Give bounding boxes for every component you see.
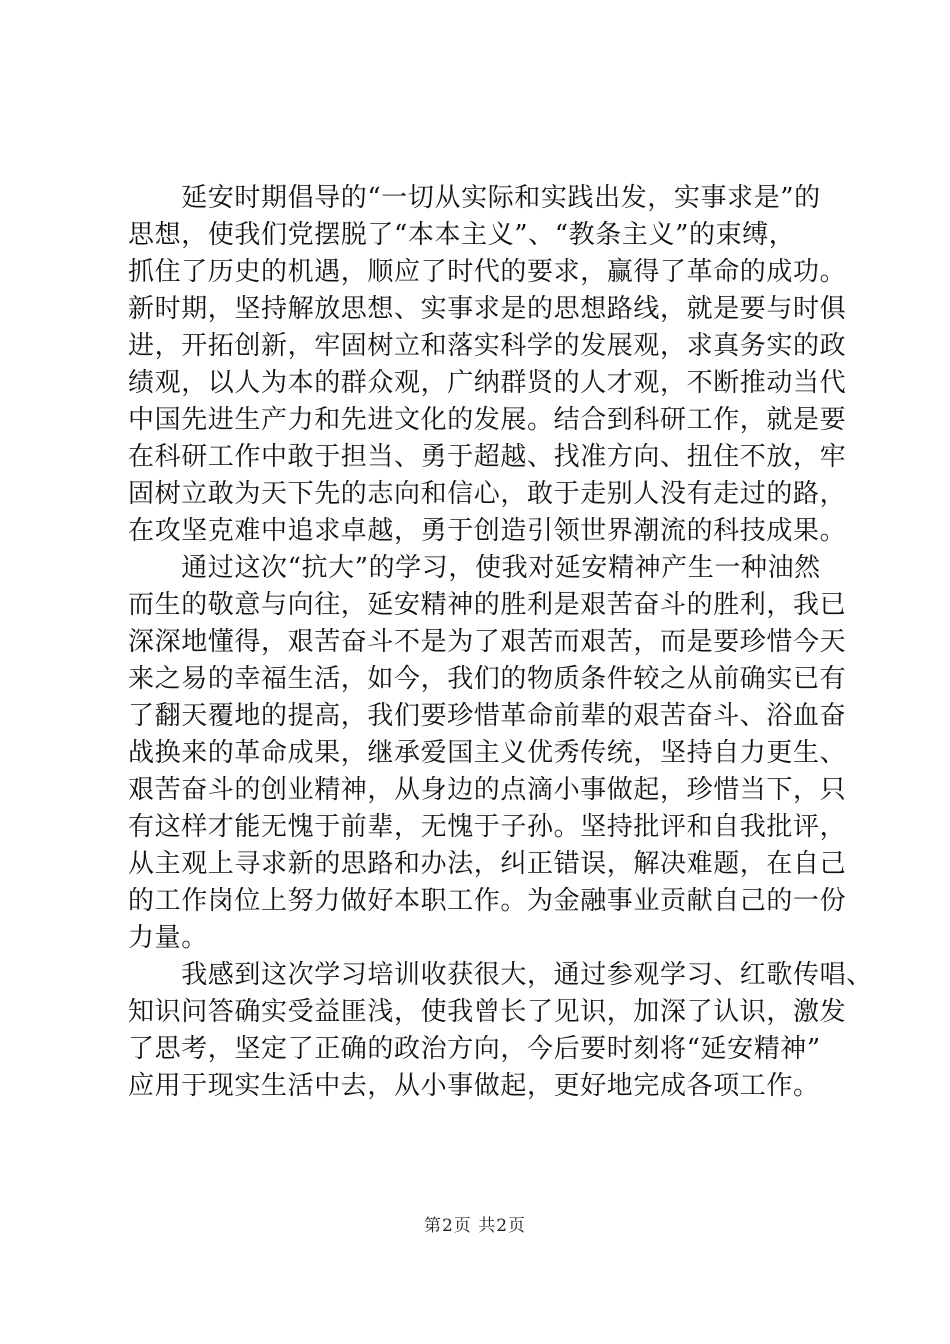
- text-line: 固树立敢为天下先的志向和信心，敢于走别人没有走过的路，: [128, 479, 847, 509]
- text-line: 艰苦奋斗的创业精神，从身边的点滴小事做起，珍惜当下，只: [128, 775, 847, 805]
- text-line: 通过这次“抗大”的学习，使我对延安精神产生一种油然: [128, 553, 821, 583]
- text-line: 在攻坚克难中追求卓越，勇于创造引领世界潮流的科技成果。: [128, 516, 847, 546]
- text-line: 战换来的革命成果，继承爱国主义优秀传统，坚持自力更生、: [128, 738, 847, 768]
- text-line: 应用于现实生活中去，从小事做起，更好地完成各项工作。: [128, 1071, 820, 1101]
- text-line: 绩观，以人为本的群众观，广纳群贤的人才观，不断推动当代: [128, 368, 847, 398]
- text-line: 深深地懂得，艰苦奋斗不是为了艰苦而艰苦，而是要珍惜今天: [128, 627, 847, 657]
- text-line: 有这样才能无愧于前辈，无愧于子孙。坚持批评和自我批评，: [128, 812, 847, 842]
- text-line: 延安时期倡导的“一切从实际和实践出发，实事求是”的: [128, 183, 821, 213]
- text-line: 中国先进生产力和先进文化的发展。结合到科研工作，就是要: [128, 405, 847, 435]
- text-line: 了思考，坚定了正确的政治方向，今后要时刻将“延安精神”: [128, 1034, 821, 1064]
- text-line: 力量。: [128, 923, 208, 953]
- body-text: [128, 180, 873, 1105]
- text-line: 抓住了历史的机遇，顺应了时代的要求，赢得了革命的成功。: [128, 257, 847, 287]
- page-number-footer: 第2页 共2页: [423, 1216, 527, 1236]
- text-line: 来之易的幸福生活，如今，我们的物质条件较之从前确实已有: [128, 664, 847, 694]
- text-line: 我感到这次学习培训收获很大，通过参观学习、红歌传唱、: [128, 960, 873, 990]
- text-line: 新时期，坚持解放思想、实事求是的思想路线，就是要与时俱: [128, 294, 847, 324]
- text-line: 在科研工作中敢于担当、勇于超越、找准方向、扭住不放，牢: [128, 442, 847, 472]
- text-line: 知识问答确实受益匪浅，使我曾长了见识，加深了认识，激发: [128, 997, 847, 1027]
- text-line: 了翻天覆地的提高，我们要珍惜革命前辈的艰苦奋斗、浴血奋: [128, 701, 847, 731]
- text-line: 从主观上寻求新的思路和办法，纠正错误，解决难题，在自己: [128, 849, 847, 879]
- text-line: 而生的敬意与向往，延安精神的胜利是艰苦奋斗的胜利，我已: [128, 590, 847, 620]
- text-line: 思想，使我们党摆脱了“本本主义”、“教条主义”的束缚，: [128, 220, 796, 250]
- text-line: 的工作岗位上努力做好本职工作。为金融事业贡献自己的一份: [128, 886, 847, 916]
- text-line: 进，开拓创新，牢固树立和落实科学的发展观，求真务实的政: [128, 331, 847, 361]
